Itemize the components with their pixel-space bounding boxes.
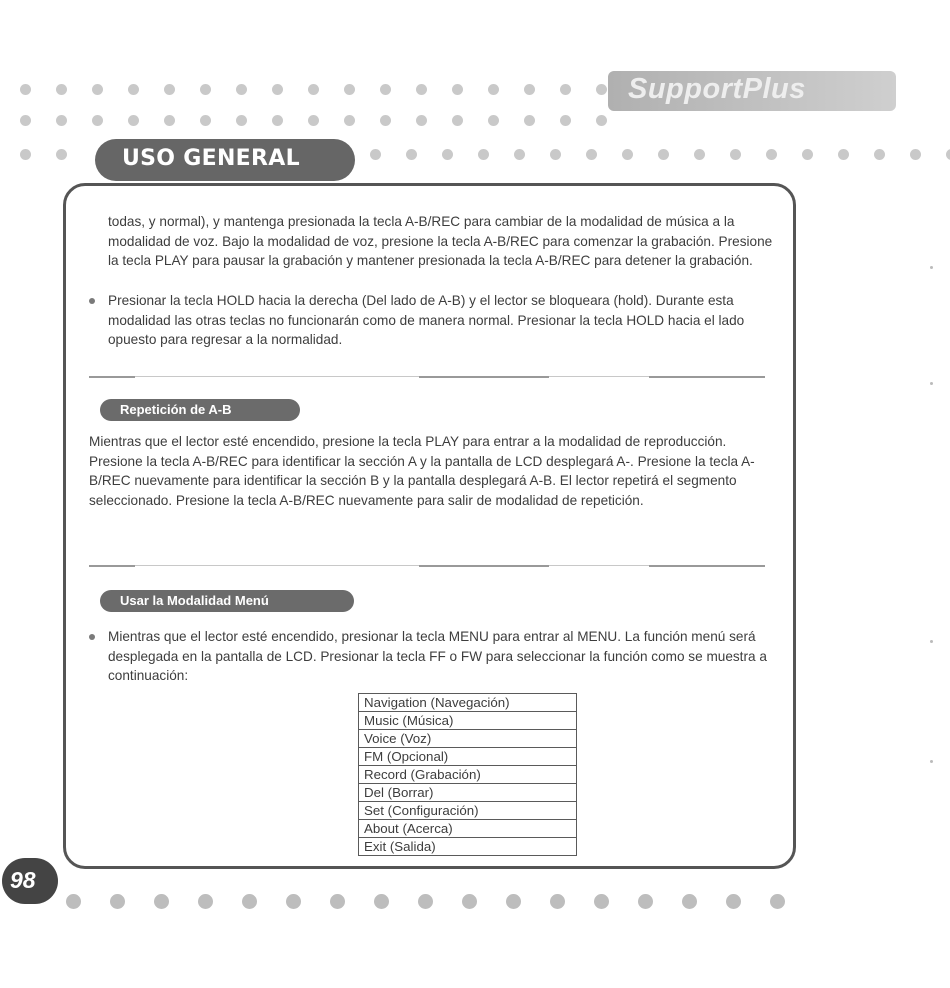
decor-dot [164, 84, 175, 95]
table-row [359, 802, 577, 820]
decor-dot [730, 149, 741, 160]
decor-dot [596, 115, 607, 126]
decor-dot [524, 115, 535, 126]
decor-dot [272, 84, 283, 95]
bullet-icon [89, 634, 95, 640]
decor-dot [452, 84, 463, 95]
decor-dot [594, 894, 609, 909]
intro-continued-text: todas, y normal), y mantenga presionada la tecla A-B/REC para cambiar de la modalidad de música a la modalidad de voz. Bajo la modalidad de voz, presione la tecla A-B/REC para comenzar la grabación. Presione la tecla PLAY para pausar la grabación y mantener presionada la tecla A-B/REC para detener la grabación. [108, 214, 773, 268]
bullet-icon [89, 298, 95, 304]
section-divider [89, 376, 765, 377]
page-number: 98 [10, 867, 36, 893]
decor-dot [442, 149, 453, 160]
menu-mode-bullet [89, 627, 777, 686]
brand-logo-text: SupportPlus [628, 73, 806, 105]
decor-dot [272, 115, 283, 126]
decor-dot [622, 149, 633, 160]
decor-dot [200, 115, 211, 126]
scan-speck [930, 382, 933, 385]
decor-dot [380, 115, 391, 126]
decor-dot [164, 115, 175, 126]
table-row [359, 766, 577, 784]
decor-dot [910, 149, 921, 160]
decor-dot [308, 84, 319, 95]
header-dot-row-1 [20, 84, 607, 95]
decor-dot [110, 894, 125, 909]
decor-dot [560, 115, 571, 126]
footer-dot-row [66, 894, 785, 909]
decor-dot [586, 149, 597, 160]
scan-speck [930, 266, 933, 269]
decor-dot [20, 115, 31, 126]
section-title: USO GENERAL [122, 146, 300, 171]
decor-dot [56, 84, 67, 95]
decor-dot [406, 149, 417, 160]
decor-dot [128, 84, 139, 95]
decor-dot [154, 894, 169, 909]
ab-repeat-title: Repetición de A-B [120, 402, 232, 417]
menu-mode-title: Usar la Modalidad Menú [120, 593, 269, 608]
decor-dot [416, 84, 427, 95]
decor-dot [726, 894, 741, 909]
decor-dot [92, 84, 103, 95]
decor-dot [550, 149, 561, 160]
decor-dot [198, 894, 213, 909]
decor-dot [514, 149, 525, 160]
divider-accent [419, 376, 549, 378]
decor-dot [308, 115, 319, 126]
header-dot-row-2 [20, 115, 607, 126]
decor-dot [638, 894, 653, 909]
decor-dot [946, 149, 950, 160]
table-row [359, 748, 577, 766]
decor-dot [462, 894, 477, 909]
decor-dot [374, 894, 389, 909]
divider-accent [419, 565, 549, 567]
decor-dot [452, 115, 463, 126]
menu-item-cell: FM (Opcional) [359, 748, 577, 766]
decor-dot [478, 149, 489, 160]
decor-dot [416, 115, 427, 126]
decor-dot [56, 149, 67, 160]
decor-dot [770, 894, 785, 909]
menu-item-cell: Del (Borrar) [359, 784, 577, 802]
hold-bullet [89, 291, 784, 350]
header-dot-row-3-right [370, 149, 950, 160]
decor-dot [330, 894, 345, 909]
decor-dot [66, 894, 81, 909]
decor-dot [236, 84, 247, 95]
decor-dot [524, 84, 535, 95]
decor-dot [380, 84, 391, 95]
decor-dot [20, 84, 31, 95]
decor-dot [506, 894, 521, 909]
scan-speck [930, 760, 933, 763]
decor-dot [128, 115, 139, 126]
decor-dot [596, 84, 607, 95]
menu-item-cell: Music (Música) [359, 712, 577, 730]
decor-dot [200, 84, 211, 95]
decor-dot [694, 149, 705, 160]
decor-dot [658, 149, 669, 160]
table-row [359, 838, 577, 856]
menu-item-cell: Navigation (Navegación) [359, 694, 577, 712]
decor-dot [874, 149, 885, 160]
table-row [359, 712, 577, 730]
decor-dot [370, 149, 381, 160]
menu-item-cell: Record (Grabación) [359, 766, 577, 784]
menu-mode-title-tab [100, 590, 354, 612]
menu-item-cell: About (Acerca) [359, 820, 577, 838]
decor-dot [550, 894, 565, 909]
section-divider [89, 565, 765, 566]
decor-dot [488, 115, 499, 126]
menu-item-cell: Set (Configuración) [359, 802, 577, 820]
decor-dot [242, 894, 257, 909]
menu-mode-bullet-text: Mientras que el lector esté encendido, presionar la tecla MENU para entrar al MENU. La función menú será desplegada en la pantalla de LCD. Presionar la tecla FF o FW para seleccionar la función como se muestra a continuación: [108, 629, 767, 683]
decor-dot [766, 149, 777, 160]
divider-accent [89, 565, 135, 567]
decor-dot [286, 894, 301, 909]
decor-dot [344, 115, 355, 126]
ab-repeat-title-tab [100, 399, 300, 421]
decor-dot [838, 149, 849, 160]
decor-dot [92, 115, 103, 126]
menu-function-table [358, 693, 577, 856]
divider-accent [649, 565, 765, 567]
menu-item-cell: Exit (Salida) [359, 838, 577, 856]
scan-speck [930, 640, 933, 643]
section-title-tab [95, 139, 355, 181]
table-row [359, 730, 577, 748]
hold-bullet-text: Presionar la tecla HOLD hacia la derecha (Del lado de A-B) y el lector se bloqueara (hold). Durante esta modalidad las otras teclas no funcionarán como de manera normal. Presionar la tecla HOLD hacia el lado opuesto para regresar a la normalidad. [108, 293, 745, 347]
divider-accent [89, 376, 135, 378]
decor-dot [802, 149, 813, 160]
brand-logo [608, 71, 896, 111]
decor-dot [344, 84, 355, 95]
decor-dot [236, 115, 247, 126]
table-row [359, 784, 577, 802]
decor-dot [488, 84, 499, 95]
ab-repeat-body: Mientras que el lector esté encendido, presione la tecla PLAY para entrar a la modalidad de reproducción. Presione la tecla A-B/REC para identificar la sección A y la pantalla de LCD desplegará A-. Presione la tecla A-B/REC nuevamente para identificar la sección B y la pantalla desplegará A-B. El lector repetirá el segmento seleccionado. Presione la tecla A-B/REC nuevamente para salir de modalidad de repetición. [89, 434, 755, 508]
table-row [359, 820, 577, 838]
header-dot-row-3-left [20, 149, 67, 160]
decor-dot [560, 84, 571, 95]
decor-dot [20, 149, 31, 160]
table-row [359, 694, 577, 712]
decor-dot [682, 894, 697, 909]
decor-dot [56, 115, 67, 126]
page-number-badge [2, 858, 58, 904]
decor-dot [418, 894, 433, 909]
divider-accent [649, 376, 765, 378]
menu-item-cell: Voice (Voz) [359, 730, 577, 748]
